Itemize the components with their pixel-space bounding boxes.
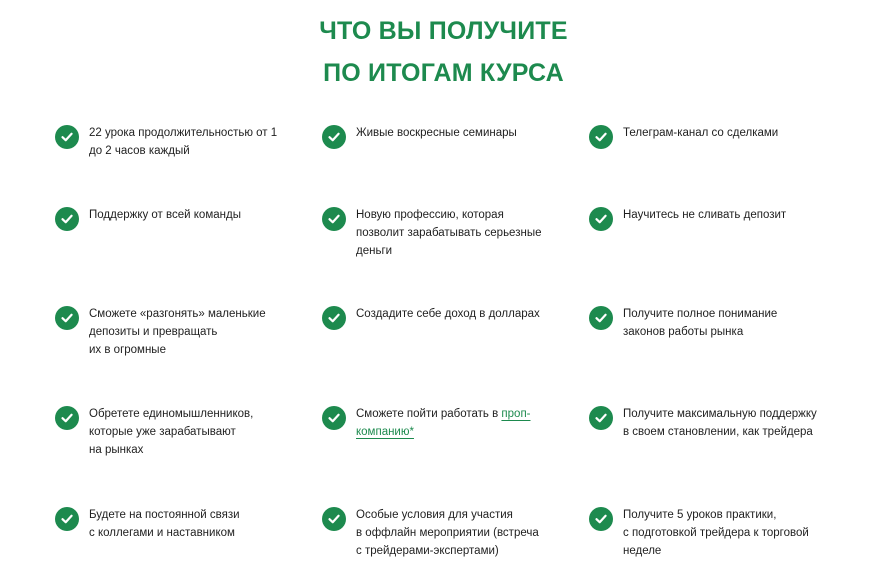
benefit-text	[356, 506, 539, 560]
benefit-label: Сможете пойти работать в	[356, 408, 502, 420]
benefit-text	[623, 305, 777, 341]
benefit-label: Особые условия для участия в оффлайн мероприятии (встреча с трейдерами-экспертами)	[356, 509, 539, 557]
benefit-label: Телеграм-канал со сделками	[623, 127, 779, 139]
benefit-label: Получите 5 уроков практики, с подготовкой трейдера к торговой неделе	[623, 509, 809, 557]
check-circle-icon	[322, 207, 346, 231]
benefit-label: 22 урока продолжительностью от 1 до 2 часов каждый	[89, 127, 278, 157]
benefit-item	[322, 405, 572, 441]
prop-company-link[interactable]: проп- компанию*	[356, 408, 531, 438]
benefit-item	[589, 305, 839, 341]
benefit-item	[55, 206, 305, 231]
check-circle-icon	[589, 125, 613, 149]
check-circle-icon	[589, 306, 613, 330]
benefit-item	[322, 506, 572, 560]
benefit-label: Научитесь не сливать депозит	[623, 209, 787, 221]
benefit-item	[55, 405, 305, 459]
section-title	[0, 10, 887, 94]
benefit-item	[589, 405, 839, 441]
check-circle-icon	[55, 125, 79, 149]
check-circle-icon	[322, 507, 346, 531]
benefit-text	[89, 506, 240, 542]
check-circle-icon	[322, 306, 346, 330]
benefit-text	[89, 305, 266, 359]
benefit-item	[322, 305, 572, 330]
benefit-label: Создадите себе доход в долларах	[356, 308, 540, 320]
benefit-text	[623, 124, 778, 142]
benefit-text	[623, 206, 786, 224]
benefit-item	[55, 506, 305, 542]
benefit-text	[356, 305, 540, 323]
benefit-text	[89, 405, 253, 459]
check-circle-icon	[322, 125, 346, 149]
benefit-label: Сможете «разгонять» маленькие депозиты и превращать их в огромные	[89, 308, 266, 356]
benefit-item	[589, 206, 839, 231]
section-title-line-2: ПО ИТОГАМ КУРСА	[323, 59, 564, 87]
check-circle-icon	[589, 507, 613, 531]
check-circle-icon	[55, 207, 79, 231]
check-circle-icon	[589, 207, 613, 231]
benefit-text	[356, 206, 541, 260]
benefit-text	[89, 206, 241, 224]
check-circle-icon	[322, 406, 346, 430]
benefit-label: Обретете единомышленников, которые уже зарабатывают на рынках	[89, 408, 254, 456]
benefit-label: Новую профессию, которая позволит зарабатывать серьезные деньги	[356, 209, 542, 257]
benefit-label: Получите полное понимание законов работы рынка	[623, 308, 778, 338]
benefit-label: Живые воскресные семинары	[356, 127, 517, 139]
benefit-item	[55, 124, 305, 160]
benefit-text	[623, 405, 817, 441]
section-title-line-1: ЧТО ВЫ ПОЛУЧИТЕ	[319, 17, 568, 45]
benefit-label: Получите максимальную поддержку в своем становлении, как трейдера	[623, 408, 817, 438]
benefit-label: Поддержку от всей команды	[89, 209, 241, 221]
check-circle-icon	[589, 406, 613, 430]
benefit-item	[322, 124, 572, 149]
benefit-label: Будете на постоянной связи с коллегами и наставником	[89, 509, 240, 539]
benefit-item	[55, 305, 305, 359]
benefit-item	[589, 506, 839, 560]
benefit-text	[89, 124, 277, 160]
benefit-text	[356, 124, 517, 142]
benefit-text	[356, 405, 531, 441]
benefit-item	[322, 206, 572, 260]
check-circle-icon	[55, 507, 79, 531]
benefit-text	[623, 506, 809, 560]
benefit-item	[589, 124, 839, 149]
check-circle-icon	[55, 406, 79, 430]
check-circle-icon	[55, 306, 79, 330]
